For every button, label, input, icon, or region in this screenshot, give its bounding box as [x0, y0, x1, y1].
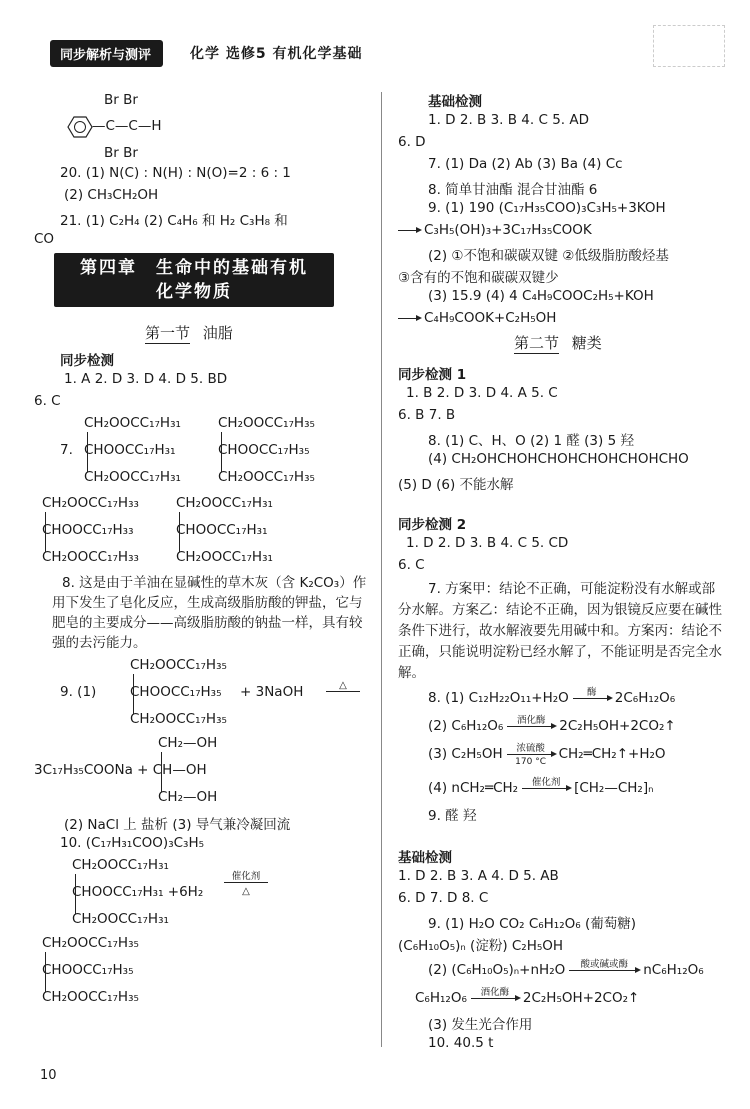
basic-answer-7: 7. (1) Da (2) Ab (3) Ba (4) Cc	[428, 156, 623, 172]
answer-20b: (2) CH₃CH₂OH	[64, 187, 159, 203]
q10-arrow: 催化剂	[224, 868, 268, 883]
q7-label: 7.	[60, 442, 73, 458]
answer-21: 21. (1) C₂H₄ (2) C₄H₆ 和 H₂ C₃H₈ 和	[60, 213, 288, 229]
q7-b3: CH₂OOCC₁₇H₃₅	[218, 469, 315, 485]
sync1-title: 同步检测 1	[398, 367, 467, 383]
q7-c-bond	[45, 512, 46, 552]
basic-answer-9: 9. (1) 190 (C₁₇H₃₅COO)₃C₃H₅+3KOH	[428, 200, 666, 216]
basic2-answer-9b: (C₆H₁₀O₅)ₙ (淀粉) C₂H₅OH	[398, 938, 564, 954]
arrow-icon	[398, 318, 420, 319]
struct-br-bottom: Br Br	[104, 145, 138, 161]
column-divider	[381, 92, 382, 1047]
sync1-answer-8c: (5) D (6) 不能水解	[398, 477, 514, 493]
q7-c1: CH₂OOCC₁₇H₃₃	[42, 495, 139, 511]
sync1-answer-8b: (4) CH₂OHCHOHCHOHCHOHCHOHCHO	[428, 451, 689, 467]
q9-naoh: + 3NaOH	[240, 684, 304, 700]
q7-b2: CHOOCC₁₇H₃₅	[218, 442, 310, 458]
q7-b-bond	[221, 432, 222, 472]
basic-answer-9e: (3) 15.9 (4) 4 C₄H₉COOC₂H₅+KOH	[428, 288, 654, 304]
basic-answers-1-5: 1. D 2. B 3. B 4. C 5. AD	[428, 112, 589, 128]
answer-8: 8. 这是由于羊油在显碱性的草木灰（含 K₂CO₃）作用下发生了皂化反应，生成高级脂肪酸的钾盐，它与肥皂的主要成分——高级脂肪酸的钠盐一样，具有较强的去污能力。	[52, 575, 367, 651]
answer-21b: CO	[34, 231, 55, 247]
q10-r2: CHOOCC₁₇H₃₁ +6H₂	[72, 884, 204, 900]
sync-answers-1-5: 1. A 2. D 3. D 4. D 5. BD	[64, 371, 228, 387]
arrow-icon	[398, 230, 420, 231]
q10-bond	[75, 874, 76, 914]
sync2-answer-8-4: (4) nCH₂═CH₂ 催化剂 [CH₂—CH₂]ₙ	[428, 776, 654, 796]
sync2-answers-1-5: 1. D 2. D 3. B 4. C 5. CD	[406, 535, 569, 551]
basic-answer-6: 6. D	[398, 134, 426, 150]
q9-r2: CHOOCC₁₇H₃₅	[130, 684, 222, 700]
q10-p1: CH₂OOCC₁₇H₃₅	[42, 935, 139, 951]
q10-formula: 10. (C₁₇H₃₁COO)₃C₃H₅	[60, 835, 205, 851]
basic2-answer-9: 9. (1) H₂O CO₂ C₆H₁₂O₆ (葡萄糖)	[428, 916, 636, 932]
arrow-icon: 酒化酶	[507, 726, 555, 727]
sync-answer-6: 6. C	[34, 393, 61, 409]
q9-bond	[133, 674, 134, 714]
basic2-title: 基础检测	[398, 850, 452, 866]
chapter-title-line1: 第四章 生命中的基础有机	[80, 258, 308, 278]
sync-title: 同步检测	[60, 353, 114, 369]
q7-d-bond	[179, 512, 180, 552]
arrow-icon: 酶	[573, 698, 611, 699]
struct-br-top: Br Br	[104, 92, 138, 108]
q10-p-bond	[45, 952, 46, 992]
sync2-answer-8-1: 8. (1) C₁₂H₂₂O₁₁+H₂O 酶 2C₆H₁₂O₆	[428, 686, 676, 706]
q7-c3: CH₂OOCC₁₇H₃₃	[42, 549, 139, 565]
basic-answer-9b: C₃H₅(OH)₃+3C₁₇H₃₅COOK	[398, 222, 592, 238]
section2-name: 糖类	[571, 334, 602, 352]
watermark-logo-icon	[595, 1040, 735, 1105]
sync2-answer-6: 6. C	[398, 557, 425, 573]
q10-p3: CH₂OOCC₁₇H₃₅	[42, 989, 139, 1005]
q10-r3: CH₂OOCC₁₇H₃₁	[72, 911, 169, 927]
header-subtitle: 化学 选修5 有机化学基础	[190, 46, 363, 62]
chapter-title-line2: 化学物质	[156, 282, 232, 302]
q10-p2: CHOOCC₁₇H₃₅	[42, 962, 134, 978]
section2-number: 第二节	[514, 334, 560, 352]
sync2-answer-8-2: (2) C₆H₁₂O₆ 酒化酶 2C₂H₅OH+2CO₂↑	[428, 714, 676, 734]
basic-title: 基础检测	[428, 94, 482, 110]
basic2-answer-9d: C₆H₁₂O₆ 酒化酶 2C₂H₅OH+2CO₂↑	[415, 986, 640, 1006]
section1-name: 油脂	[202, 324, 233, 342]
q7-a3: CH₂OOCC₁₇H₃₁	[84, 469, 181, 485]
page-number: 10	[40, 1068, 57, 1083]
basic2-answers-1-5: 1. D 2. B 3. A 4. D 5. AB	[398, 868, 559, 884]
chapter-banner	[54, 253, 334, 307]
q7-a-bond	[87, 432, 88, 472]
basic-answer-8: 8. 简单甘油酯 混合甘油酯 6	[428, 182, 598, 198]
q9-p1: CH₂—OH	[158, 735, 218, 751]
basic2-answer-9e: (3) 发生光合作用	[428, 1017, 533, 1033]
q7-d1: CH₂OOCC₁₇H₃₁	[176, 495, 273, 511]
q9-p2: 3C₁₇H₃₅COONa + CH—OH	[34, 762, 207, 778]
section1-title	[145, 322, 233, 343]
arrow-icon: 酸或碱或酶	[569, 970, 639, 971]
sync2-title: 同步检测 2	[398, 517, 467, 533]
q7-d3: CH₂OOCC₁₇H₃₁	[176, 549, 273, 565]
sync1-answer-8: 8. (1) C、H、O (2) 1 醛 (3) 5 羟	[428, 433, 634, 449]
q7-b1: CH₂OOCC₁₇H₃₅	[218, 415, 315, 431]
q7-a1: CH₂OOCC₁₇H₃₁	[84, 415, 181, 431]
basic2-answers-6-8: 6. D 7. D 8. C	[398, 890, 489, 906]
q9-p-bond	[161, 752, 162, 792]
q9-arrow: △	[326, 680, 360, 692]
sync2-answer-7: 7. 方案甲：结论不正确，可能淀粉没有水解或部分水解。方案乙：结论不正确，因为银镜反应要在碱性条件下进行，故水解液要先用碱中和。方案丙：结论不正确，只能说明淀粉已经水解了，不能证明是否完全水解。	[398, 581, 722, 681]
sync2-answer-8-3: (3) C₂H₅OH 浓硫酸 170 °C CH₂═CH₂↑+H₂O	[428, 742, 666, 767]
basic-answer-9f: C₄H₉COOK+C₂H₅OH	[398, 310, 556, 326]
q9-p3: CH₂—OH	[158, 789, 218, 805]
sync1-answers-1-5: 1. B 2. D 3. D 4. A 5. C	[406, 385, 558, 401]
arrow-icon: 酒化酶	[471, 998, 519, 999]
basic2-answer-9c: (2) (C₆H₁₀O₅)ₙ+nH₂O 酸或碱或酶 nC₆H₁₂O₆	[428, 958, 704, 978]
struct-main: —C—C—H	[92, 118, 162, 134]
q9-label: 9. (1)	[60, 684, 97, 700]
q9-r1: CH₂OOCC₁₇H₃₅	[130, 657, 227, 673]
sync1-answers-6-7: 6. B 7. B	[398, 407, 456, 423]
arrow-icon: 浓硫酸 170 °C	[507, 754, 555, 755]
q7-c2: CHOOCC₁₇H₃₃	[42, 522, 134, 538]
corner-logo-icon	[653, 25, 725, 67]
q10-r1: CH₂OOCC₁₇H₃₁	[72, 857, 169, 873]
section2-title	[514, 332, 602, 353]
q9-part2: (2) NaCl 上 盐析 (3) 导气兼冷凝回流	[64, 817, 291, 833]
basic-answer-9c: (2) ①不饱和碳碳双键 ②低级脂肪酸烃基	[428, 248, 669, 264]
q7-d2: CHOOCC₁₇H₃₁	[176, 522, 268, 538]
basic-answer-9d: ③含有的不饱和碳碳双键少	[398, 270, 559, 286]
q9-r3: CH₂OOCC₁₇H₃₅	[130, 711, 227, 727]
sync2-answer-9: 9. 醛 羟	[428, 808, 477, 824]
q7-a2: CHOOCC₁₇H₃₁	[84, 442, 176, 458]
answer-20: 20. (1) N(C) : N(H) : N(O)=2 : 6 : 1	[60, 165, 291, 181]
q10-delta: △	[242, 886, 250, 897]
basic2-answer-10: 10. 40.5 t	[428, 1035, 494, 1051]
arrow-icon: 催化剂	[522, 788, 570, 789]
section1-number: 第一节	[145, 324, 191, 342]
header-badge: 同步解析与测评	[50, 40, 163, 67]
